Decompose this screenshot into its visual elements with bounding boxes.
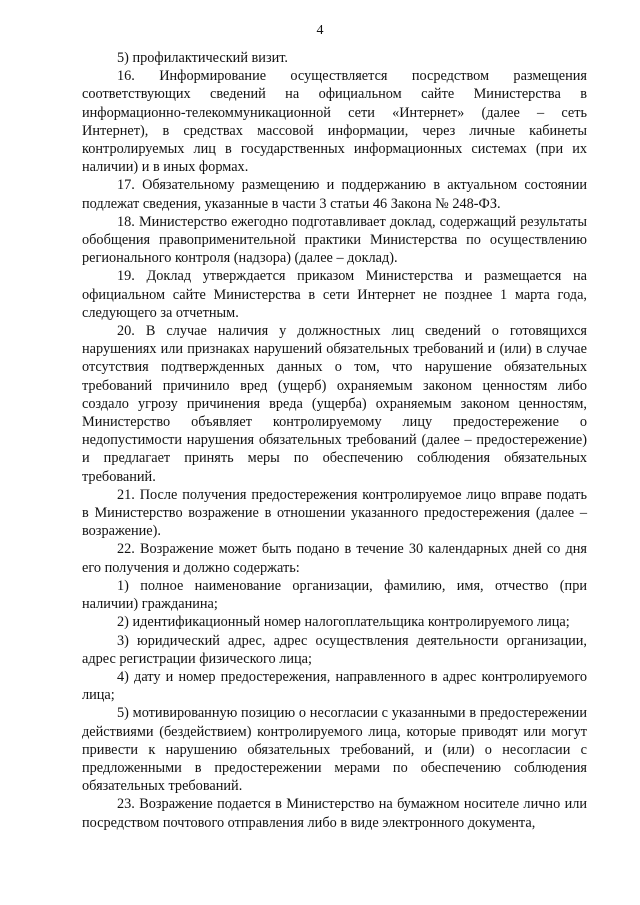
document-body bbox=[82, 49, 587, 832]
paragraph-22-item-1: 1) полное наименование организации, фамилию, имя, отчество (при наличии) гражданина; bbox=[82, 577, 587, 613]
paragraph-17-mandatory-publication: 17. Обязательному размещению и поддержанию в актуальном состоянии подлежат сведения, указанные в части 3 статьи 46 Закона № 248-ФЗ. bbox=[82, 177, 587, 212]
paragraph-22-item-3: 3) юридический адрес, адрес осуществления деятельности организации, адрес регистрации физического лица; bbox=[82, 632, 587, 667]
paragraph-22-item-4: 4) дату и номер предостережения, направленного в адрес контролируемого лица; bbox=[82, 668, 587, 704]
paragraph-22-item-2: 2) идентификационный номер налогоплательщика контролируемого лица; bbox=[117, 614, 570, 631]
paragraph-20-warning: 20. В случае наличия у должностных лиц сведений о готовящихся нарушениях или признаках нарушений обязательных требований и (или) в случае отсутствия подтвержденных данных о том, что нарушение обязательных требований причинило вред (ущерб) охраняемым законом ценностям либо создало угрозу причинения вреда (ущерба) охраняемым законом ценностям, Министерство объявляет контролируемому лицу предостережение о недопустимости нарушения обязательных требований (далее – предостережение) и предлагает принять меры по обеспечению соблюдения обязательных требований. bbox=[82, 323, 587, 485]
paragraph-item-5: 5) профилактический визит. bbox=[117, 50, 288, 66]
paragraph-23-submission: 23. Возражение подается в Министерство на бумажном носителе лично или посредством почтового отправления либо в виде электронного документа, bbox=[82, 796, 587, 831]
paragraph-19-report-approval: 19. Доклад утверждается приказом Министерства и размещается на официальном сайте Министерства в сети Интернет не позднее 1 марта года, следующего за отчетным. bbox=[82, 268, 587, 321]
paragraph-22-objection-terms: 22. Возражение может быть подано в течение 30 календарных дней со дня его получения и должно содержать: bbox=[82, 541, 587, 576]
paragraph-21-objection: 21. После получения предостережения контролируемое лицо вправе подать в Министерство возражение в отношении указанного предостережения (далее – возражение). bbox=[82, 486, 587, 540]
paragraph-22-item-5: 5) мотивированную позицию о несогласии с указанными в предостережении действиями (бездействием) контролируемого лица, которые приводят или могут привести к нарушению обязательных требований, и (или) о несогласии с предложенными в предостережении мерами по обеспечению соблюдения обязательных требований. bbox=[82, 705, 587, 795]
page-number: 4 bbox=[316, 23, 324, 38]
paragraph-18-annual-report: 18. Министерство ежегодно подготавливает доклад, содержащий результаты обобщения правоприменительной практики Министерства по осуществлению регионального контроля (надзора) (далее – доклад). bbox=[82, 213, 587, 267]
paragraph-16-informing: 16. Информирование осуществляется посредством размещения соответствующих сведений на официальном сайте Министерства в информационно-телекоммуникационной сети «Интернет» (далее – сеть Интернет), в средствах массовой информации, через личные кабинеты контролируемых лиц в государственных информационных системах (при их наличии) и в иных формах. bbox=[82, 68, 587, 176]
